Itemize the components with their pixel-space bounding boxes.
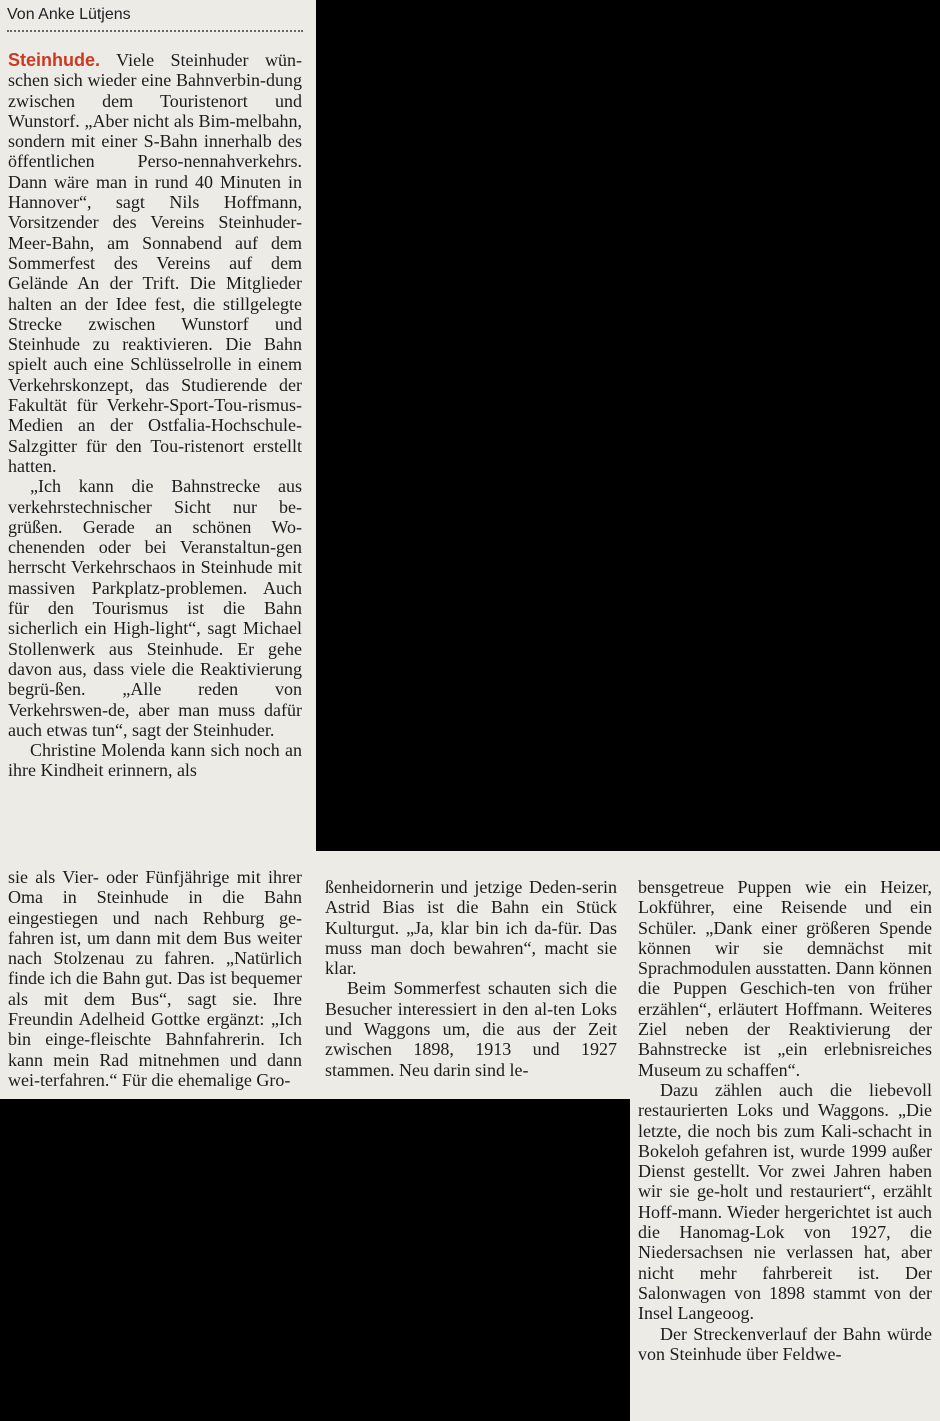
paragraph-streckenverlauf: Der Streckenverlauf der Bahn würde von Steinhude über Feldwe- [638, 1323, 932, 1364]
paragraph-bias: ßenheidornerin und jetzige Deden-serin Astrid Bias ist die Bahn ein Stück Kulturgut. „Ja, klar bin ich da-für. Das muss man doch bewahren“, macht sie klar. [325, 877, 617, 979]
paragraph-puppen: bensgetreue Puppen wie ein Heizer, Lokführer, eine Reisende und ein Schüler. „Dank einer größeren Spende können wir sie demnächst mit Sprachmodulen ausstatten. Dann können die Puppen Geschich-ten von früher erzählen“, erläutert Hoffmann. Weiteres Ziel neben der Reaktivierung der Bahnstrecke ist „ein erlebnisreiches Museum zu schaffen“. [638, 877, 932, 1080]
paragraph-molenda-start: Christine Molenda kann sich noch an ihre Kindheit erinnern, als [8, 740, 302, 781]
lead-paragraph [8, 50, 302, 476]
paragraph-stollenwerk: „Ich kann die Bahnstrecke aus verkehrstechnischer Sicht nur be-grüßen. Gerade an schönen Wo-chenenden oder bei Veranstaltun-gen herrscht Verkehrschaos in Steinhude mit massiven Parkplatz-problemen. Auch für den Tourismus ist die Bahn sicherlich ein High-light“, sagt Michael Stollenwerk aus Steinhude. Er gehe davon aus, dass viele die Reaktivierung begrü-ßen. „Alle reden von Verkehrswen-de, aber man muss dafür auch etwas tun“, sagt der Steinhuder. [8, 476, 302, 740]
article-column-1-continued [8, 867, 302, 1090]
article-column-1 [8, 50, 302, 781]
byline: Von Anke Lütjens [7, 6, 303, 32]
paragraph-molenda: sie als Vier- oder Fünfjährige mit ihrer Oma in Steinhude in die Bahn eingestiegen und nach Rehburg ge-fahren ist, um dann mit dem Bus weiter nach Stolzenau zu fahren. „Natürlich finde ich die Bahn gut. Das ist bequemer als mit dem Bus“, sagt sie. Ihre Freundin Adelheid Gottke ergänzt: „Ich bin einge-fleischte Bahnfahrerin. Ich kann mein Rad mitnehmen und dann wei-terfahren.“ Für die ehemalige Gro- [8, 867, 302, 1090]
article-column-2 [325, 877, 617, 1080]
dateline: Steinhude. [8, 50, 101, 70]
paragraph-sommerfest: Beim Sommerfest schauten sich die Besucher interessiert in den al-ten Loks und Waggons um, die aus der Zeit zwischen 1898, 1913 und 1927 stammen. Neu darin sind le- [325, 978, 617, 1080]
paragraph-restauriert: Dazu zählen auch die liebevoll restaurierten Loks und Waggons. „Die letzte, die noch bis zum Kali-schacht in Bokeloh gefahren ist, wurde 1999 außer Dienst gestellt. Vor zwei Jahren haben wir sie ge-holt und restauriert“, erzählt Hoff-mann. Wieder hergerichtet ist auch die Hanomag-Lok von 1927, die Niedersachsen nie verlassen hat, aber nicht mehr fahrbereit ist. Der Salonwagen von 1898 stammt von der Insel Langeoog. [638, 1079, 932, 1324]
lead-text: Viele Steinhuder wün-schen sich wieder eine Bahnverbin-dung zwischen dem Touristenort und Wunstorf. „Aber nicht als Bim-melbahn, sondern mit einer S-Bahn innerhalb des öffentlichen Perso-nennahverkehrs. Dann wäre man in rund 40 Minuten in Hannover“, sagt Nils Hoffmann, Vorsitzender des Vereins Steinhuder-Meer-Bahn, am Sonnabend auf dem Sommerfest des Vereins auf dem Gelände An der Trift. Die Mitglieder halten an der Idee fest, die stillgelegte Strecke zwischen Wunstorf und Steinhude zu reaktivieren. Die Bahn spielt auch eine Schlüsselrolle in einem Verkehrskonzept, das Studierende der Fakultät für Verkehr-Sport-Tou-rismus-Medien an der Ostfalia-Hochschule-Salzgitter für den Tou-ristenort erstellt hatten. [8, 50, 302, 476]
article-column-3 [638, 877, 932, 1364]
